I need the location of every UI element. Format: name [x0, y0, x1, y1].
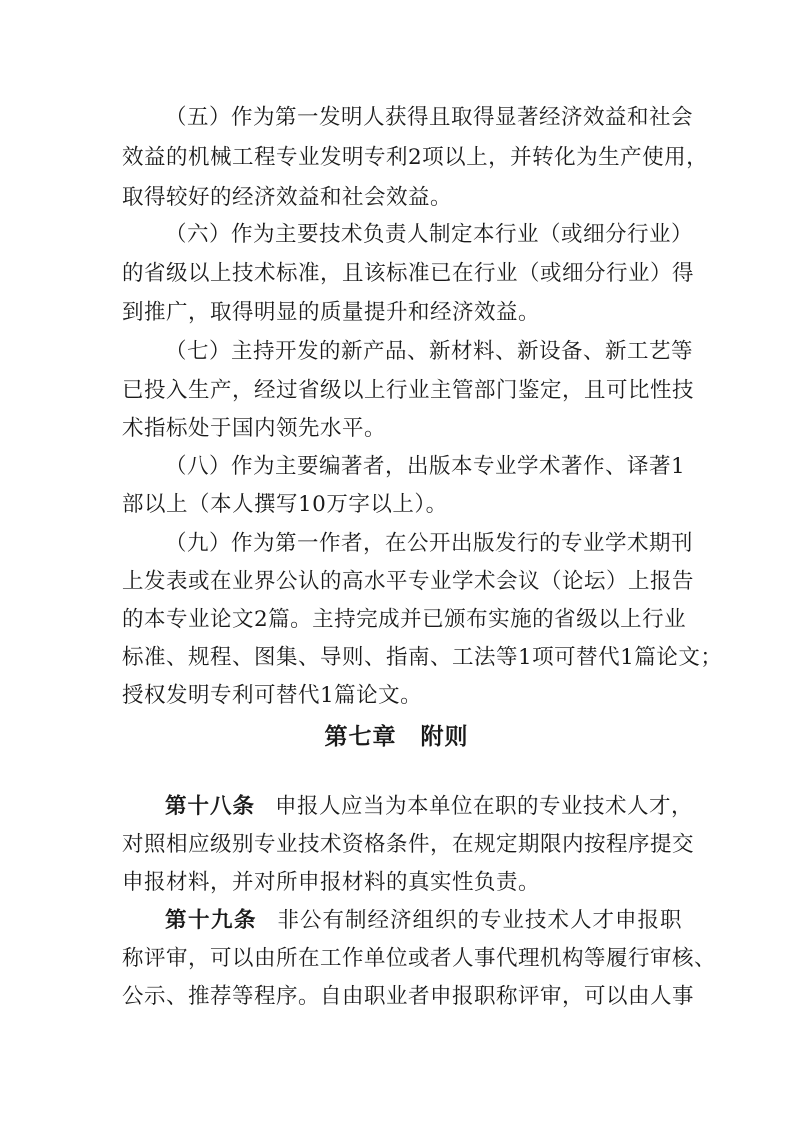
- paragraph-7-line-3: 术指标处于国内领先水平。: [122, 416, 387, 441]
- article-19-number: 第十九条: [165, 908, 257, 933]
- paragraph-6-line-2: 的省级以上技术标准，且该标准已在行业（或细分行业）得: [122, 261, 695, 286]
- paragraph-6-line-1: （六）作为主要技术负责人制定本行业（或细分行业）: [165, 222, 694, 247]
- paragraph-9-line-1: （九）作为第一作者，在公开出版发行的专业学术期刊: [165, 531, 694, 556]
- chapter-heading: [0, 721, 793, 753]
- paragraph-9-line-4: 标准、规程、图集、导则、指南、工法等1项可替代1篇论文；: [122, 645, 723, 670]
- article-19-line-2: 称评审，可以由所在工作单位或者人事代理机构等履行审核、: [122, 946, 717, 971]
- paragraph-8-line-2: 部以上（本人撰写10万字以上）。: [122, 492, 448, 517]
- article-18-line-2: 对照相应级别专业技术资格条件，在规定期限内按程序提交: [122, 832, 695, 857]
- paragraph-9-line-3: 的本专业论文2篇。主持完成并已颁布实施的省级以上行业: [122, 607, 687, 632]
- paragraph-9-line-2: 上发表或在业界公认的高水平专业学术会议（论坛）上报告: [122, 569, 695, 594]
- article-18-line-3: 申报材料，并对所申报材料的真实性负责。: [122, 870, 541, 895]
- chapter-number: 第七章: [324, 723, 397, 750]
- paragraph-6-line-3: 到推广，取得明显的质量提升和经济效益。: [122, 300, 541, 325]
- paragraph-5-line-3: 取得较好的经济效益和社会效益。: [122, 185, 453, 210]
- chapter-title: 附则: [420, 723, 469, 750]
- article-18-first-line: 申报人应当为本单位在职的专业技术人才，: [275, 794, 694, 819]
- paragraph-8-line-1: （八）作为主要编著者，出版本专业学术著作、译著1: [165, 454, 686, 479]
- article-18-number: 第十八条: [165, 794, 256, 819]
- article-19-line-1: [165, 906, 682, 936]
- paragraph-5-line-1: （五）作为第一发明人获得且取得显著经济效益和社会: [165, 105, 694, 130]
- paragraph-7-line-2: 已投入生产，经过省级以上行业主管部门鉴定，且可比性技: [122, 378, 695, 403]
- paragraph-9-line-5: 授权发明专利可替代1篇论文。: [122, 683, 423, 708]
- paragraph-5-line-2: 效益的机械工程专业发明专利2项以上，并转化为生产使用，: [122, 145, 709, 170]
- article-19-first-line: 非公有制经济组织的专业技术人才申报职: [277, 908, 682, 933]
- article-18-line-1: [165, 792, 694, 822]
- paragraph-7-line-1: （七）主持开发的新产品、新材料、新设备、新工艺等: [165, 339, 694, 364]
- article-19-line-3: 公示、推荐等程序。自由职业者申报职称评审，可以由人事: [122, 984, 695, 1009]
